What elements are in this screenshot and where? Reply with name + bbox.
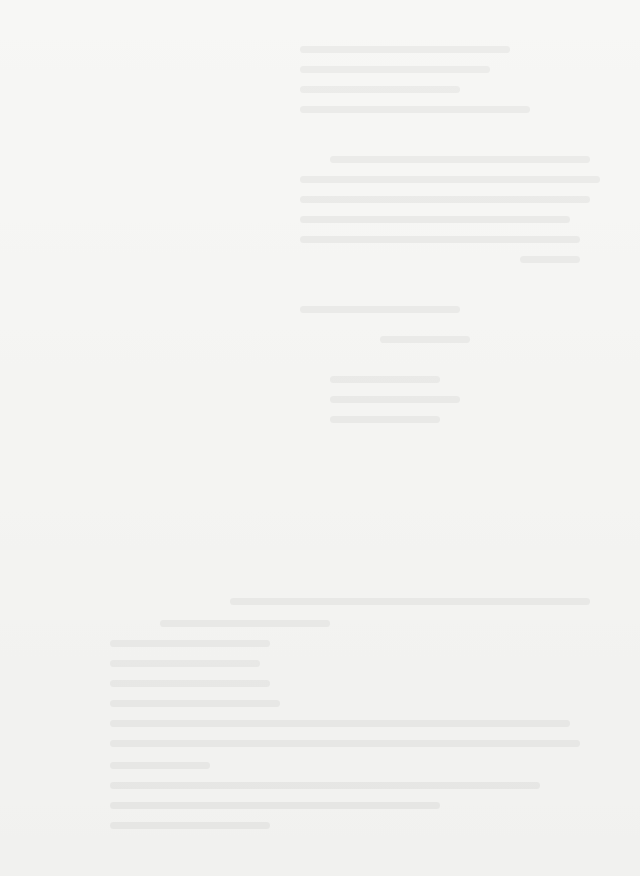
document-body [68, 6, 608, 25]
